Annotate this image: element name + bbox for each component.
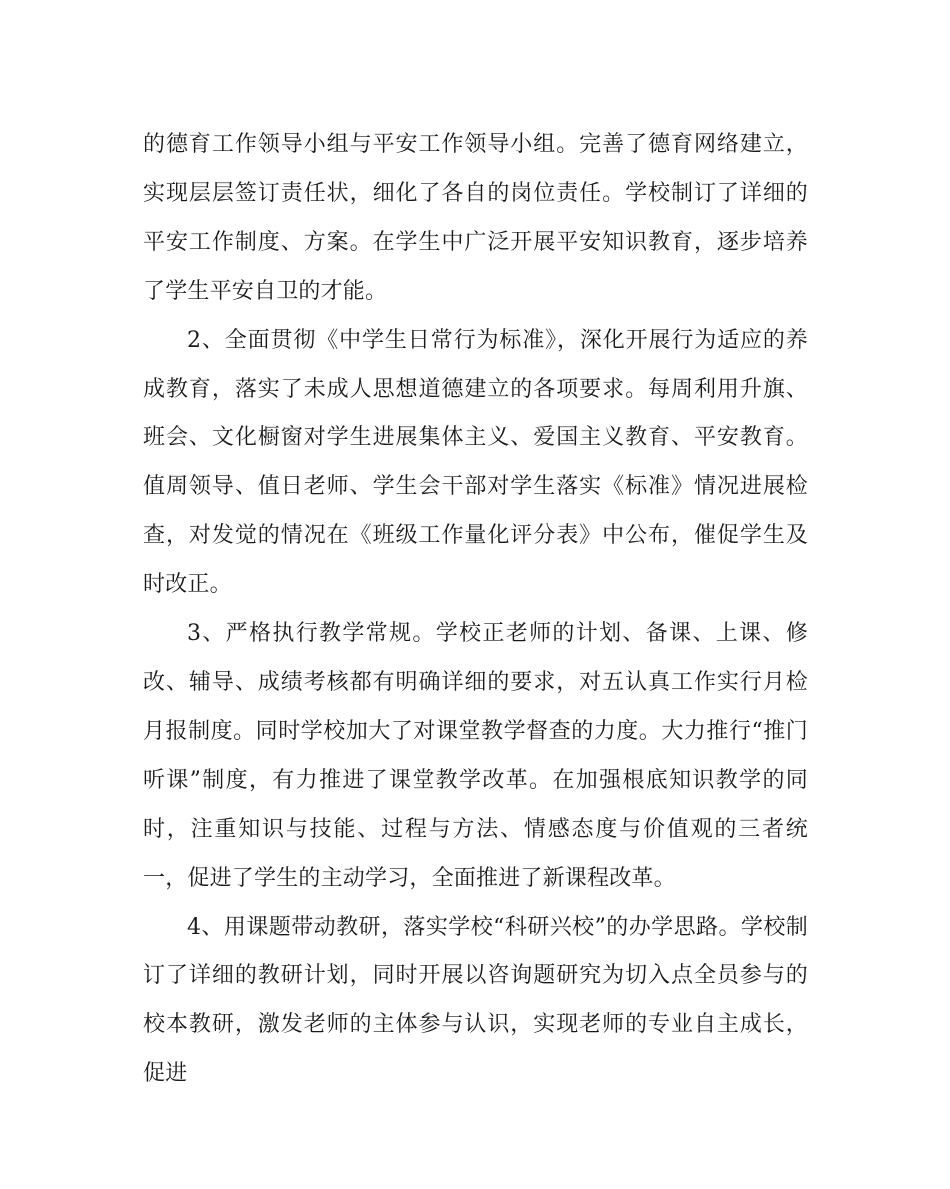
paragraph-research-topics: 4、用课题带动教研，落实学校“科研兴校”的办学思路。学校制订了详细的教研计划，同时开展以咨询题研究为切入点全员参与的校本教研，激发老师的主体参与认识，实现老师的专业自主成长，促进 bbox=[143, 914, 808, 1087]
paragraph-teaching-routine: 3、严格执行教学常规。学校正老师的计划、备课、上课、修改、辅导、成绩考核都有明确详细的要求，对五认真工作实行月检月报制度。同时学校加大了对课堂教学督查的力度。大力推行“推门听课”制度，有力推进了课堂教学改革。在加强根底知识教学的同时，注重知识与技能、过程与方法、情感态度与价值观的三者统一，促进了学生的主动学习，全面推进了新课程改革。 bbox=[143, 621, 808, 891]
paragraph-behavior-standards: 2、全面贯彻《中学生日常行为标准》，深化开展行为适应的养成教育，落实了未成人思想道德建立的各项要求。每周利用升旗、班会、文化橱窗对学生进展集体主义、爱国主义教育、平安教育。值周领导、值日老师、学生会干部对学生落实《标准》情况进展检查，对发觉的情况在《班级工作量化评分表》中公布，催促学生及时改正。 bbox=[143, 327, 808, 598]
paragraph-moral-education-groups: 的德育工作领导小组与平安工作领导小组。完善了德育网络建立，实现层层签订责任状，细化了各自的岗位责任。学校制订了详细的平安工作制度、方案。在学生中广泛开展平安知识教育，逐步培养了学生平安自卫的才能。 bbox=[143, 132, 808, 304]
document-body bbox=[143, 121, 808, 1099]
